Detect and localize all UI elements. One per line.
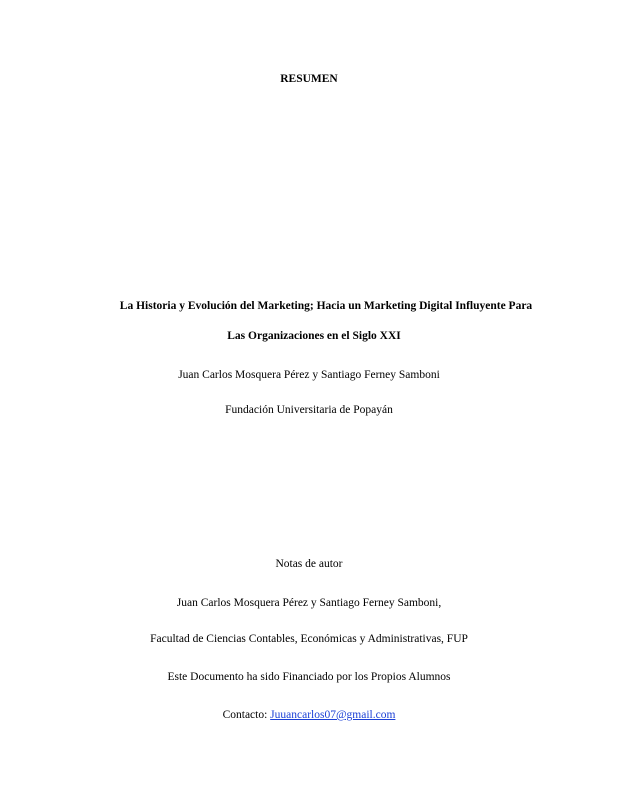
author-notes-heading: Notas de autor: [275, 558, 343, 570]
funding-line: Este Documento ha sido Financiado por los Propios Alumnos: [167, 671, 451, 683]
institution-line: Fundación Universitaria de Popayán: [225, 404, 393, 416]
contact-email-link[interactable]: Juuancarlos07@gmail.com: [270, 709, 396, 721]
resumen-heading: RESUMEN: [280, 73, 338, 85]
contact-line: [0, 708, 618, 722]
faculty-line: Facultad de Ciencias Contables, Económicas y Administrativas, FUP: [150, 633, 468, 645]
author-notes-authors: Juan Carlos Mosquera Pérez y Santiago Ferney Samboni,: [176, 597, 442, 609]
contact-label: Contacto:: [222, 709, 271, 721]
title-line-1: La Historia y Evolución del Marketing; Hacia un Marketing Digital Influyente Para: [119, 300, 533, 312]
title-line-2: Las Organizaciones en el Siglo XXI: [227, 330, 401, 342]
authors-line: Juan Carlos Mosquera Pérez y Santiago Ferney Samboni: [178, 369, 440, 381]
